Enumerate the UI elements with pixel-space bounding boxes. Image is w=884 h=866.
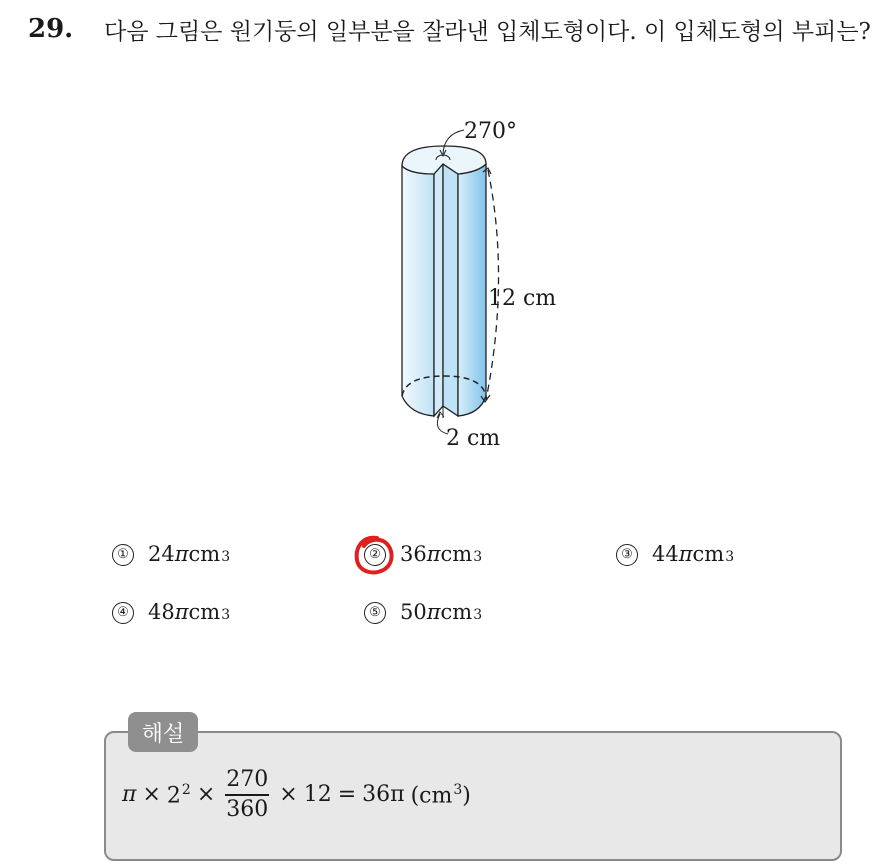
question-number: 29.: [28, 14, 74, 44]
choice-4[interactable]: ④ 48 π cm 3: [112, 600, 230, 627]
choice-1[interactable]: ① 24 π cm 3: [112, 542, 230, 569]
choice-marker: ②: [364, 544, 386, 566]
answer-circle-mark: [352, 532, 398, 578]
angle-label: 270°: [464, 119, 517, 144]
choice-marker: ①: [112, 544, 134, 566]
choice-marker: ⑤: [364, 602, 386, 624]
radius-label: 2 cm: [446, 426, 501, 451]
cylinder-figure: [370, 108, 600, 458]
choice-marker: ③: [616, 544, 638, 566]
cut-face-right: [443, 164, 458, 416]
cylinder-body-left: [402, 166, 434, 416]
choice-marker: ④: [112, 602, 134, 624]
explanation-tag: 해설: [128, 712, 198, 752]
choice-2[interactable]: ② 36 π cm 3: [364, 542, 482, 569]
explanation-formula: π × $2^2$ × $\frac{270}{360}$ × 12 = 36π $(cm^3)$: [122, 767, 471, 822]
height-label: 12 cm: [488, 286, 557, 311]
cut-face-left: [434, 164, 443, 416]
choice-3[interactable]: ③ 44 π cm 3: [616, 542, 734, 569]
cylinder-body-right: [458, 164, 486, 416]
fraction: $\frac{270}{360}$: [226, 767, 269, 822]
question-text: 다음 그림은 원기둥의 일부분을 잘라낸 입체도형이다. 이 입체도형의 부피는?: [104, 19, 871, 45]
choice-5[interactable]: ⑤ 50 π cm 3: [364, 600, 482, 627]
